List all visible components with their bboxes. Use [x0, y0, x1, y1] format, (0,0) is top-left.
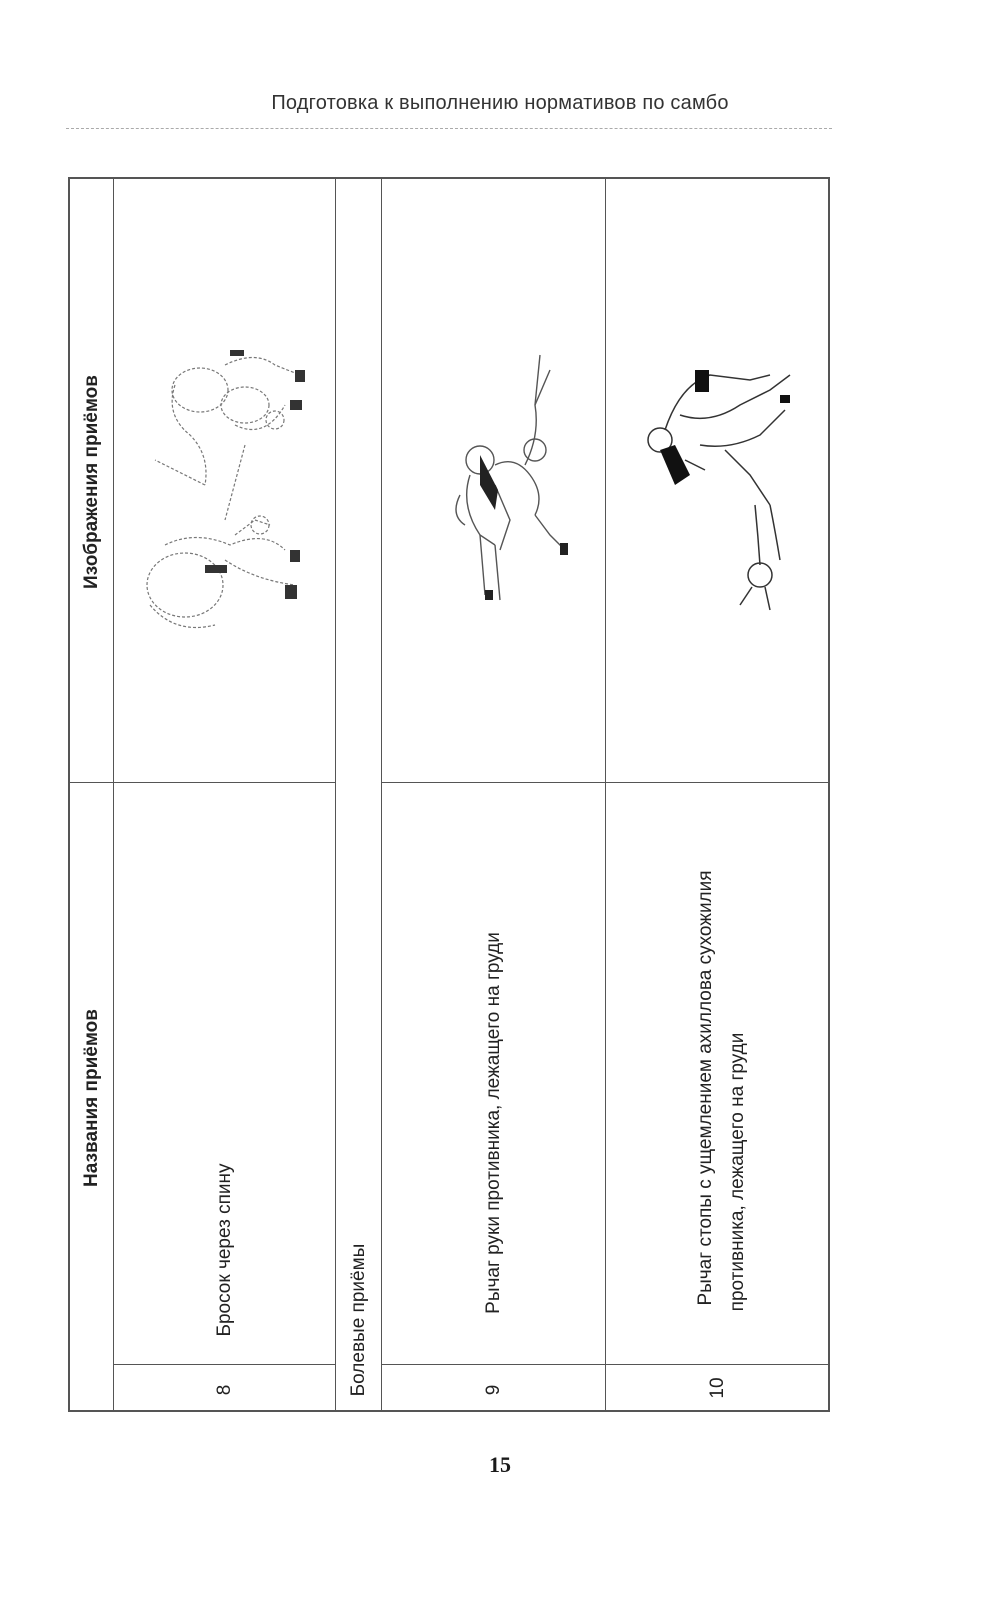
number-divider-9-10	[381, 1364, 830, 1365]
technique-name-10-line1: Рычаг стопы с ущемлением ахиллова сухожилия	[695, 870, 716, 1306]
throw-over-back-illustration	[135, 345, 325, 645]
table-border-right	[828, 177, 830, 1412]
arm-lever-illustration	[440, 345, 580, 615]
column-header-names: Названия приёмов	[81, 1009, 102, 1187]
column-header-images: Изображения приёмов	[81, 375, 102, 589]
row-number-8: 8	[214, 1384, 235, 1396]
header-rule	[66, 128, 832, 129]
table-border-bottom	[68, 1410, 830, 1412]
technique-name-10-line2: противника, лежащего на груди	[727, 1032, 748, 1312]
row-number-9: 9	[483, 1384, 504, 1396]
column-divider-body	[381, 782, 830, 783]
foot-lever-illustration	[640, 355, 810, 620]
row-divider-9	[605, 177, 606, 1412]
table-border-top	[68, 177, 830, 179]
number-divider-8	[113, 1364, 335, 1365]
header-column-divider	[113, 177, 114, 1412]
technique-name-8: Бросок через спину	[214, 1163, 235, 1337]
row-divider-section	[381, 177, 382, 1412]
page-number: 15	[489, 1452, 511, 1477]
running-header: Подготовка к выполнению нормативов по самбо	[271, 92, 729, 114]
column-divider-header	[68, 782, 335, 783]
row-divider-8	[335, 177, 336, 1412]
table-border-left	[68, 177, 70, 1412]
row-number-10: 10	[707, 1377, 728, 1399]
section-label-submissions: Болевые приёмы	[348, 1243, 369, 1397]
technique-name-9: Рычаг руки противника, лежащего на груди	[483, 932, 504, 1314]
